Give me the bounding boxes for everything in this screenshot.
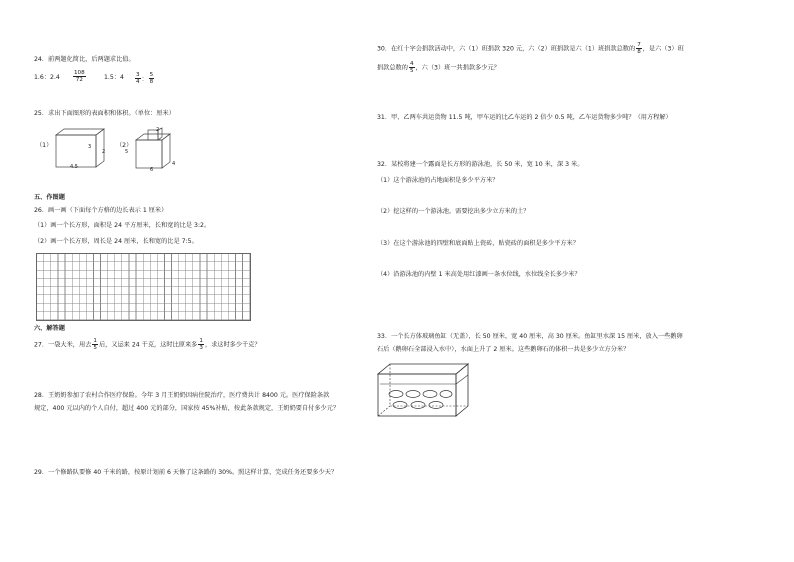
q27-text-c: ，求这时多少千克？: [204, 341, 261, 349]
q25-fig2-label: （2）: [116, 142, 133, 149]
q25-fig1-dim-bottom: 4.5: [70, 164, 78, 170]
q29-line-1: 29．一个修路队要修 40 千米的路，按原计划前 6 天修了这条路的 30%。照这样计算，完成任务还要多少天？: [34, 469, 338, 476]
q24-ratio-4b-den: 8: [149, 79, 154, 85]
section-5-heading: 五、作图题: [34, 194, 65, 201]
q33-fish-tank: [376, 360, 472, 420]
q24-ratio-4-sep: ：: [141, 76, 148, 83]
q25-title: 25．求出下面图形的表面积和体积。（单位：厘米）: [34, 110, 175, 117]
q33-line-2: 石后（鹅卵石全部浸入水中），水面上升了 2 厘米。这些鹅卵石的体积一共是多少立方分米？: [377, 346, 630, 353]
q32-part-3: （3）在这个游泳池的四壁和底面贴上瓷砖，贴瓷砖的面积是多少平方米？: [377, 240, 579, 247]
q32-part-1: （1）这个游泳池的占地面积是多少平方米？: [377, 177, 499, 184]
q24-ratio-4a-den: 4: [136, 79, 140, 85]
q24-ratio-4a-num: 3: [136, 72, 140, 78]
q30-frac1-den: 8: [637, 49, 641, 55]
q32-part-4: （4）沿游泳池的内壁 1 米高处用红漆画一条水位线，水位线全长多少米？: [377, 271, 581, 278]
q25-fig1-dim-depth: 2: [102, 149, 106, 155]
q27: [34, 338, 261, 352]
q28-line-1: 28．王奶奶参加了农村合作医疗保险。今年 3 月王奶奶因病住院治疗，医疗费共计 8400 元。医疗保险条款: [34, 392, 330, 399]
q27-frac1-den: 5: [93, 345, 97, 351]
q30-text-d: ，六（3）班一共捐款多少元？: [415, 64, 500, 72]
q31: 31．甲、乙两车共运货物 11.5 吨，甲车运的比乙车运的 2 倍少 0.5 吨，乙车运货物多少吨？（用方程解）: [377, 114, 672, 121]
q26-part-2: （2）画一个长方形，周长是 24 厘米，长和宽的比是 7:5。: [34, 238, 198, 245]
q27-text-a: 27．一袋大米，用去: [34, 341, 92, 349]
q30-text-a: 30．在红十字会捐款活动中，六（1）班捐款 320 元，六（2）班捐款是六（1）班捐款总数的: [377, 45, 636, 53]
q24-ratio-4b-num: 5: [149, 72, 154, 78]
q25-fig2-dim-depth: 4: [172, 161, 176, 167]
q27-text-b: 后，又运来 24 千克，这时比原来多: [98, 341, 198, 349]
q24-ratio-2: [72, 70, 87, 83]
q30-line-2: [377, 61, 500, 75]
q30-frac2-num: 4: [409, 61, 414, 67]
q24-ratio-2-num: 108: [74, 70, 85, 76]
q32-part-2: （2）挖这样的一个游泳池，需要挖出多少立方米的土？: [377, 208, 530, 215]
q26-title: 26．画一画（下面每个方格的边长表示 1 厘米）: [34, 207, 168, 214]
q27-frac2-den: 3: [199, 345, 203, 351]
q25-fig2-dim-side: 5: [125, 149, 129, 155]
q25-fig1-label: （1）: [36, 142, 53, 149]
q30-frac1-num: 7: [637, 42, 641, 48]
q24-ratio-4: [134, 72, 155, 85]
q24-ratio-1: 1.6：2.4: [34, 74, 60, 81]
q25-fig2-dim-top: 2: [156, 127, 160, 133]
q24-ratios: [34, 70, 234, 90]
q24-ratio-2-den: 72: [75, 77, 83, 83]
q24-ratio-3: 1.5：4: [104, 74, 124, 81]
q27-frac1-num: 1: [93, 338, 97, 344]
q30-text-c: 捐款总数的: [377, 64, 408, 72]
q25-fig1-cuboid: [48, 127, 108, 173]
q26-part-1: （1）画一个长方形，面积是 24 平方厘米，长和宽的比是 3:2。: [34, 222, 211, 229]
q25-fig1-dim-side: 3: [88, 144, 92, 150]
drawing-grid: [36, 253, 251, 321]
q33-line-1: 33．一个长方体玻璃鱼缸（无盖），长 50 厘米，宽 40 厘米，高 30 厘米。鱼缸里水深 15 厘米，放入一些鹅卵: [377, 333, 683, 340]
q32-title: 32．某校将建一个露面是长方形的游泳池，长 50 米，宽 10 米，深 3 米。: [377, 161, 584, 168]
section-6-heading: 六、解答题: [34, 325, 65, 332]
q27-frac2-num: 1: [199, 338, 203, 344]
q30-text-b: ，是六（3）班: [642, 45, 684, 53]
q30-frac2-den: 5: [409, 68, 414, 74]
q25-fig2-dim-bottom: 6: [150, 167, 154, 173]
q30-line-1: [377, 42, 684, 56]
q28-line-2: 规定，400 元以内的个人自付，超过 400 元的部分，国家按 45%补贴，按此条款规定，王奶奶要自付多少元？: [34, 405, 340, 412]
q24-title: 24．前两题化简比，后两题求比值。: [34, 56, 135, 63]
